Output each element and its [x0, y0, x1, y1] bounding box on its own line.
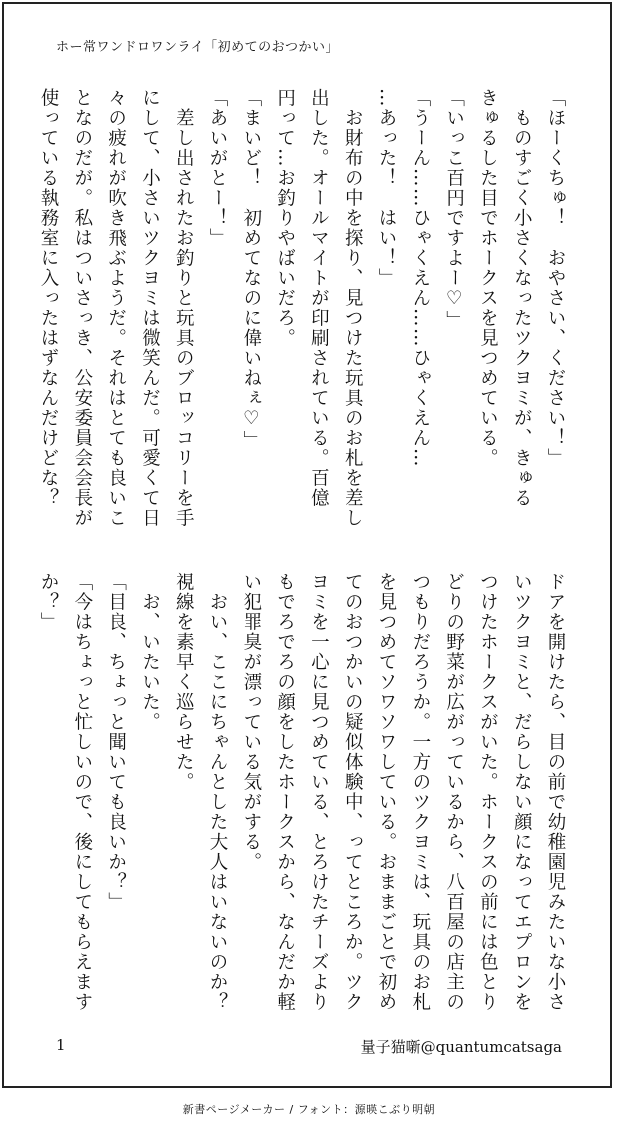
text-line: てのおつかいの疑似体験中、ってところか。ツク — [342, 572, 364, 1012]
text-line: 「いっこ百円ですよー♡」 — [443, 88, 465, 331]
text-line: 「目良、ちょっと聞いても良いか？」 — [105, 572, 127, 912]
text-line: 「あいがとー！」 — [207, 88, 229, 248]
text-line: つもりだろうか。一方のツクヨミは、玩具のお札 — [409, 572, 431, 1012]
text-line: 視線を素早く巡らせた。 — [173, 572, 195, 792]
text-line: 使っている執務室に入ったはずなんだけどな？ — [38, 88, 60, 508]
author-credit: 量子猫噺@quantumcatsaga — [360, 1038, 562, 1056]
text-line: おい、ここにちゃんとした大人はいないのか？ — [207, 572, 229, 1012]
text-line: ものすごく小さくなったツクヨミが、きゅる — [511, 88, 533, 508]
text-line: か？」 — [38, 572, 60, 632]
text-line: 出した。オールマイトが印刷されている。百億 — [308, 88, 330, 508]
text-line: を見つめてソワソワしている。おままごとで初め — [376, 572, 398, 1012]
text-line: 「ほーくちゅ！ おやさい、ください！」 — [545, 88, 566, 468]
text-line: 円って…お釣りやばいだろ。 — [274, 88, 296, 348]
text-line: 々の疲れが吹き飛ぶようだ。それはとても良いこ — [105, 88, 127, 528]
text-line: い犯罪臭が漂っている気がする。 — [240, 572, 262, 872]
text-line: ドアを開けたら、目の前で幼稚園児みたいな小さ — [545, 572, 566, 1012]
text-line: 差し出されたお釣りと玩具のブロッコリーを手 — [173, 88, 195, 528]
text-line: …あった！ はい！」 — [376, 88, 398, 288]
text-line: きゅるした目でホークスを見つめている。 — [477, 88, 499, 468]
text-line: お財布の中を探り、見つけた玩具のお札を差し — [342, 88, 364, 528]
text-line: となのだが。私はついさっき、公安委員会会長が — [71, 88, 93, 528]
text-line: にして、小さいツクヨミは微笑んだ。可愛くて日 — [139, 88, 161, 528]
text-block-lower — [38, 572, 572, 1012]
text-block-upper — [38, 88, 572, 533]
text-line: 「うーん……ひゃくえん……ひゃくえん… — [409, 88, 431, 468]
text-line: いツクヨミと、だらしない顔になってエプロンを — [511, 572, 533, 1012]
text-line: お、いたいた。 — [139, 572, 161, 732]
text-line: どりの野菜が広がっているから、八百屋の店主の — [443, 572, 465, 1012]
text-line: 「今はちょっと忙しいので、後にしてもらえます — [71, 572, 93, 1012]
text-line: 「まいど！ 初めてなのに偉いねぇ♡」 — [240, 88, 262, 451]
text-line: つけたホークスがいた。ホークスの前には色とり — [477, 572, 499, 1012]
text-line: ヨミを一心に見つめている、とろけたチーズより — [308, 572, 330, 1012]
page-title: ホー常ワンドロワンライ「初めてのおつかい」 — [56, 40, 339, 55]
page-number: 1 — [56, 1036, 66, 1054]
generator-credit: 新書ページメーカー / フォント：源暎こぶり明朝 — [182, 1103, 436, 1116]
text-line: もでろでろの顔をしたホークスから、なんだか軽 — [274, 572, 296, 1012]
